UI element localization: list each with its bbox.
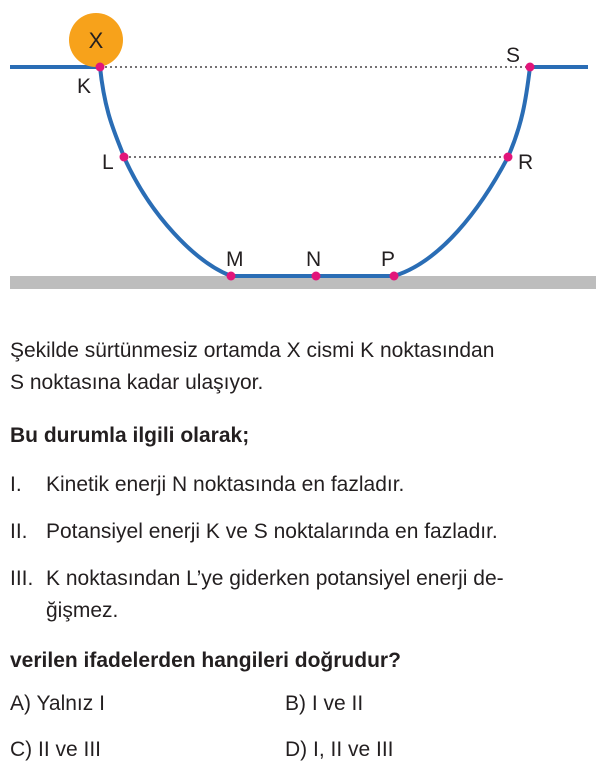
point-n (312, 272, 321, 281)
option-c[interactable]: C) II ve III (10, 738, 102, 761)
statement-2-number: II. (10, 520, 28, 543)
option-b[interactable]: B) I ve II (285, 692, 364, 715)
point-s (526, 63, 535, 72)
statement-1-text: Kinetik enerji N noktasında en fazladır. (46, 473, 405, 496)
statement-3-number: III. (10, 567, 34, 590)
question-stem-line2: S noktasına kadar ulaşıyor. (10, 371, 264, 394)
point-l (120, 153, 129, 162)
statement-3-text: K noktasından L’ye giderken potansiyel enerji de- (46, 567, 504, 590)
point-r (504, 153, 513, 162)
question-stem-line1: Şekilde sürtünmesiz ortamda X cismi K noktasından (10, 339, 495, 362)
statement-2-text: Potansiyel enerji K ve S noktalarında en fazladır. (46, 520, 498, 543)
option-d[interactable]: D) I, II ve III (285, 738, 394, 761)
label-l: L (102, 151, 114, 174)
label-s: S (506, 44, 521, 67)
track-figure (0, 0, 600, 300)
label-p: P (381, 248, 396, 271)
point-p (390, 272, 399, 281)
ball-x-label: X (88, 28, 104, 53)
point-k (96, 63, 105, 72)
statement-3-text-continued: ğişmez. (46, 599, 119, 622)
statement-1-number: I. (10, 473, 22, 496)
label-n: N (306, 248, 322, 271)
track-curve (10, 67, 588, 276)
label-k: K (77, 75, 92, 98)
question-prompt: verilen ifadelerden hangileri doğrudur? (10, 649, 401, 672)
label-m: M (226, 248, 244, 271)
option-a[interactable]: A) Yalnız I (10, 692, 105, 715)
label-r: R (518, 151, 534, 174)
question-lead: Bu durumla ilgili olarak; (10, 424, 250, 447)
point-m (227, 272, 236, 281)
